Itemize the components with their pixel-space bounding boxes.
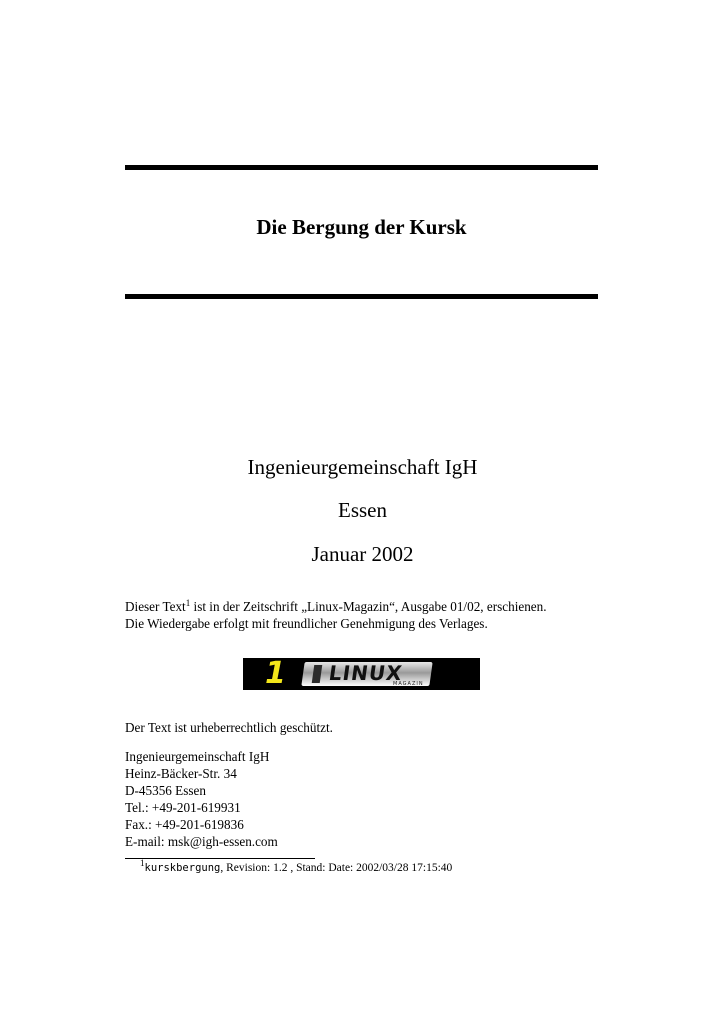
date: Januar 2002 — [311, 542, 414, 566]
address-city: D-45356 Essen — [125, 783, 206, 798]
logo-text: LINUX — [327, 661, 405, 685]
footnote-filename: kurskbergung — [144, 862, 221, 874]
copyright-notice: Der Text ist urheberrechtlich geschützt. — [125, 720, 333, 735]
footnote-number: 1 — [140, 858, 145, 868]
logo-subtext: MAGAZIN — [393, 681, 424, 687]
footnote-marker[interactable]: 1 — [185, 598, 191, 608]
bottom-rule — [125, 294, 598, 299]
issue-number: 1 — [265, 658, 286, 690]
address-email[interactable]: E-mail: msk@igh-essen.com — [125, 834, 278, 849]
address-street: Heinz-Bäcker-Str. 34 — [125, 766, 237, 781]
address-name: Ingenieurgemeinschaft IgH — [125, 749, 270, 764]
city: Essen — [338, 498, 387, 522]
intro-line-1 — [125, 598, 605, 615]
intro-paragraph — [125, 598, 605, 632]
footnote — [140, 858, 453, 874]
address-tel: Tel.: +49-201-619931 — [125, 800, 241, 815]
document-title: Die Bergung der Kursk — [256, 215, 467, 239]
intro-text-end: ist in der Zeitschrift „Linux-Magazin“, Ausgabe 01/02, erschienen. — [190, 599, 547, 614]
intro-line-2: Die Wiedergabe erfolgt mit freundlicher Genehmigung des Verlages. — [125, 616, 488, 631]
address-fax: Fax.: +49-201-619836 — [125, 817, 244, 832]
organization: Ingenieurgemeinschaft IgH — [247, 455, 478, 479]
footnote-text: , Revision: 1.2 , Stand: Date: 2002/03/28 17:15:40 — [220, 862, 453, 874]
linux-magazin-banner — [243, 658, 480, 690]
top-rule — [125, 165, 598, 170]
intro-text-start: Dieser Text — [125, 599, 186, 614]
address-block — [125, 748, 605, 850]
footnote-rule — [125, 858, 315, 859]
